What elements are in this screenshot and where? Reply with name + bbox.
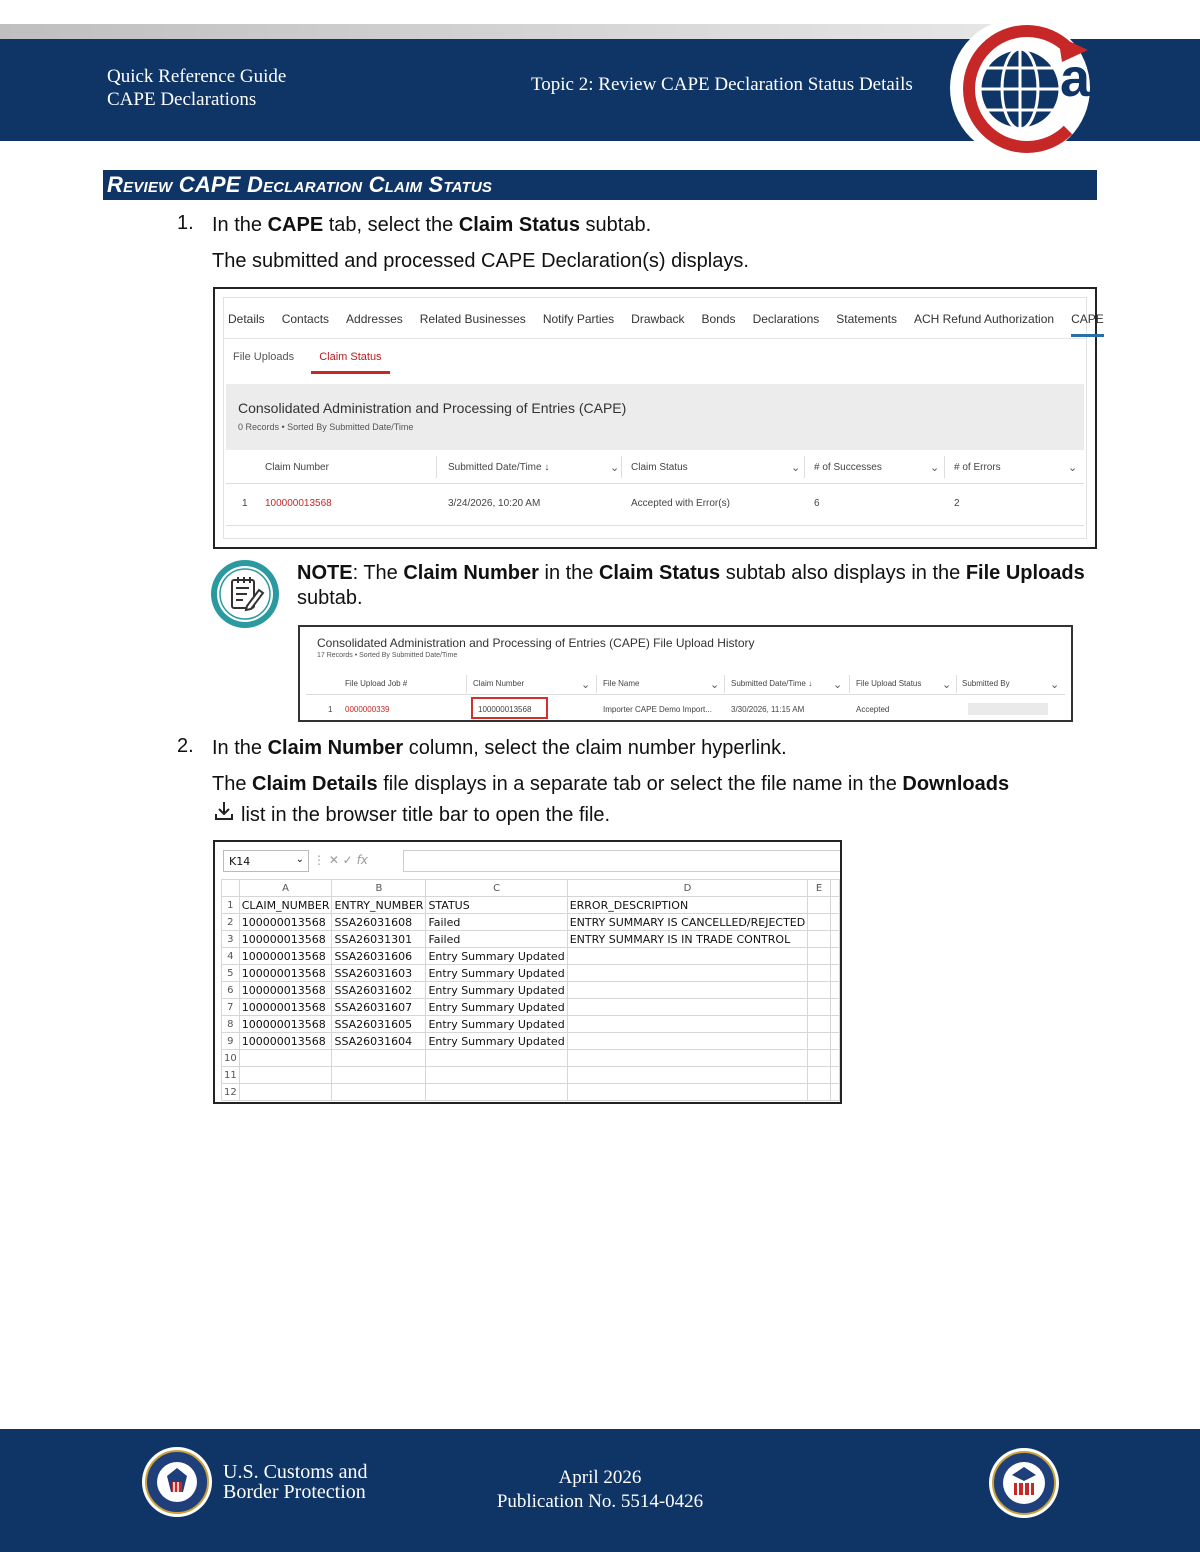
- cell[interactable]: [830, 999, 839, 1016]
- col-errors[interactable]: # of Errors ⌄: [954, 462, 1078, 474]
- claim-number-cell[interactable]: 100000013568: [478, 705, 532, 714]
- cell[interactable]: [567, 948, 808, 965]
- cell[interactable]: [239, 1067, 332, 1084]
- cell[interactable]: [426, 1067, 567, 1084]
- column-divider: [956, 675, 957, 693]
- column-header-d[interactable]: D: [567, 880, 808, 897]
- tabs-divider: [224, 338, 1086, 339]
- publication-date: April 2026: [558, 1467, 642, 1488]
- table-row: [222, 982, 840, 999]
- table-row: [222, 1084, 840, 1101]
- cape-subtabs: [233, 351, 404, 363]
- claim-status-screenshot: [213, 287, 1104, 549]
- cell[interactable]: [808, 1016, 831, 1033]
- step-1-text: In the CAPE tab, select the Claim Status subtab.: [212, 214, 652, 236]
- subtab-file-uploads[interactable]: File Uploads: [233, 351, 295, 363]
- row-header[interactable]: 8: [222, 1016, 240, 1033]
- tab-statements[interactable]: Statements: [836, 312, 897, 326]
- tab-addresses[interactable]: Addresses: [346, 312, 403, 326]
- cell[interactable]: [567, 999, 808, 1016]
- cell[interactable]: [239, 1084, 332, 1101]
- cell[interactable]: Entry Summary Updated: [426, 948, 567, 965]
- tab-bonds[interactable]: Bonds: [701, 312, 736, 326]
- cell[interactable]: SSA26031606: [332, 948, 426, 965]
- cell[interactable]: 100000013568: [239, 1033, 332, 1050]
- column-header-b[interactable]: B: [332, 880, 426, 897]
- cell[interactable]: [830, 1050, 839, 1067]
- tab-notify-parties[interactable]: Notify Parties: [542, 312, 615, 326]
- chevron-down-icon[interactable]: ⌄: [610, 462, 620, 474]
- cell[interactable]: 100000013568: [239, 999, 332, 1016]
- column-divider: [849, 675, 850, 693]
- step-2-number: 2.: [177, 735, 194, 757]
- cell[interactable]: Entry Summary Updated: [426, 965, 567, 982]
- cell[interactable]: [567, 1050, 808, 1067]
- col-claim-number[interactable]: Claim Number ⌄: [473, 679, 591, 691]
- cell[interactable]: ERROR_DESCRIPTION: [567, 897, 808, 914]
- trade-seal-icon: [988, 1447, 1060, 1519]
- col-file-name[interactable]: File Name ⌄: [603, 679, 720, 691]
- formula-input[interactable]: [403, 850, 840, 872]
- publication-number: Publication No. 5514-0426: [496, 1491, 704, 1512]
- row-header[interactable]: 12: [222, 1084, 240, 1101]
- cell[interactable]: 100000013568: [239, 1016, 332, 1033]
- cell[interactable]: Entry Summary Updated: [426, 982, 567, 999]
- formula-bar: [223, 850, 840, 874]
- file-name-cell[interactable]: Importer CAPE Demo Import...: [603, 705, 712, 714]
- submitted-date-cell: 3/24/2026, 10:20 AM: [448, 498, 541, 509]
- agency-line-2: Border Protection: [223, 1481, 366, 1503]
- name-box[interactable]: K14 ⌄: [223, 850, 309, 872]
- column-header-a[interactable]: A: [239, 880, 332, 897]
- row-header[interactable]: 2: [222, 914, 240, 931]
- chevron-down-icon[interactable]: ⌄: [833, 679, 843, 691]
- cell[interactable]: Entry Summary Updated: [426, 1033, 567, 1050]
- chevron-down-icon[interactable]: ⌄: [581, 679, 591, 691]
- file-upload-job-link[interactable]: 0000000339: [345, 705, 390, 714]
- cell[interactable]: [567, 1067, 808, 1084]
- chevron-down-icon[interactable]: ⌄: [295, 854, 304, 865]
- ace-logo: [950, 18, 1190, 158]
- cell[interactable]: [830, 914, 839, 931]
- cell[interactable]: [830, 965, 839, 982]
- header-accent-strip: [0, 24, 1000, 39]
- table-row: [222, 948, 840, 965]
- cell[interactable]: 100000013568: [239, 914, 332, 931]
- col-claim-number[interactable]: Claim Number: [265, 462, 329, 473]
- tab-contacts[interactable]: Contacts: [281, 312, 330, 326]
- cell[interactable]: [332, 1067, 426, 1084]
- redacted-submitted-by: [968, 703, 1048, 715]
- table-row: [306, 697, 1065, 719]
- cell[interactable]: [808, 1050, 831, 1067]
- cell[interactable]: [567, 1016, 808, 1033]
- chevron-down-icon[interactable]: ⌄: [710, 679, 720, 691]
- cell[interactable]: [426, 1050, 567, 1067]
- row-header[interactable]: 1: [222, 897, 240, 914]
- col-file-upload-status[interactable]: File Upload Status ⌄: [856, 679, 952, 691]
- cell[interactable]: STATUS: [426, 897, 567, 914]
- table-row: [222, 999, 840, 1016]
- tab-declarations[interactable]: Declarations: [752, 312, 820, 326]
- table-row: [222, 1016, 840, 1033]
- step-2-text: In the Claim Number column, select the claim number hyperlink.: [212, 737, 787, 759]
- row-header[interactable]: 3: [222, 931, 240, 948]
- table-row: [222, 914, 840, 931]
- tab-cape[interactable]: CAPE: [1071, 312, 1104, 337]
- col-successes[interactable]: # of Successes ⌄: [814, 462, 940, 474]
- column-header-row: [222, 880, 840, 897]
- column-header-f: [830, 880, 839, 897]
- upload-table-header: [306, 671, 1065, 695]
- cell[interactable]: [830, 931, 839, 948]
- note-text: NOTE: The Claim Number in the Claim Status subtab also displays in the File Uploads subtab.: [297, 562, 1085, 609]
- tab-drawback[interactable]: Drawback: [631, 312, 685, 326]
- column-divider: [804, 456, 805, 478]
- guide-line-2: CAPE Declarations: [107, 89, 257, 110]
- tab-details[interactable]: Details: [228, 312, 265, 326]
- cell[interactable]: CLAIM_NUMBER: [239, 897, 332, 914]
- panel-title: Consolidated Administration and Processing of Entries (CAPE): [238, 400, 627, 416]
- step-2-result-tail: list in the browser title bar to open the file.: [241, 804, 611, 826]
- table-header: [226, 450, 1084, 484]
- upload-status-cell: Accepted: [856, 705, 890, 714]
- account-tabs: [228, 312, 1121, 337]
- cell[interactable]: SSA26031607: [332, 999, 426, 1016]
- note-icon: [209, 558, 281, 630]
- column-divider: [724, 675, 725, 693]
- guide-title: [107, 65, 286, 111]
- cell[interactable]: [830, 982, 839, 999]
- cell[interactable]: ENTRY SUMMARY IS IN TRADE CONTROL: [567, 931, 808, 948]
- table-row: [222, 897, 840, 914]
- step-1-result: The submitted and processed CAPE Declaration(s) displays.: [212, 250, 749, 272]
- column-divider: [621, 456, 622, 478]
- column-divider: [436, 456, 437, 478]
- row-header[interactable]: 11: [222, 1067, 240, 1084]
- cell[interactable]: [808, 982, 831, 999]
- file-upload-history-screenshot: [298, 625, 1073, 722]
- claim-details-spreadsheet: [213, 840, 842, 1104]
- column-header-e[interactable]: E: [808, 880, 831, 897]
- cbp-seal-icon: [141, 1446, 213, 1518]
- cell[interactable]: SSA26031605: [332, 1016, 426, 1033]
- panel-subtitle: 0 Records • Sorted By Submitted Date/Time: [238, 422, 414, 432]
- cell[interactable]: Failed: [426, 914, 567, 931]
- topic-title: Topic 2: Review CAPE Declaration Status Details: [531, 74, 913, 95]
- errors-cell: 2: [954, 498, 960, 509]
- cell[interactable]: 100000013568: [239, 982, 332, 999]
- fx-icon[interactable]: ⋮ ✕ ✓ fx: [313, 853, 368, 867]
- cell[interactable]: [830, 1084, 839, 1101]
- cell[interactable]: [332, 1084, 426, 1101]
- row-index: 1: [328, 705, 333, 714]
- agency-name: [223, 1462, 367, 1502]
- cell[interactable]: [808, 897, 831, 914]
- row-header[interactable]: 9: [222, 1033, 240, 1050]
- cell[interactable]: 100000013568: [239, 931, 332, 948]
- cell[interactable]: ENTRY SUMMARY IS CANCELLED/REJECTED: [567, 914, 808, 931]
- row-header[interactable]: 4: [222, 948, 240, 965]
- column-divider: [596, 675, 597, 693]
- table-row: [226, 484, 1084, 526]
- cell[interactable]: [808, 914, 831, 931]
- cell[interactable]: [830, 1033, 839, 1050]
- step-1-number: 1.: [177, 212, 194, 234]
- cell[interactable]: [567, 982, 808, 999]
- cell[interactable]: [567, 1033, 808, 1050]
- table-row: [222, 1033, 840, 1050]
- chevron-down-icon[interactable]: ⌄: [1050, 679, 1060, 691]
- row-index: 1: [242, 498, 248, 509]
- agency-line-1: U.S. Customs and: [223, 1461, 368, 1483]
- cell[interactable]: [239, 1050, 332, 1067]
- cell[interactable]: Entry Summary Updated: [426, 1016, 567, 1033]
- column-divider: [944, 456, 945, 478]
- cell[interactable]: SSA26031604: [332, 1033, 426, 1050]
- table-row: [222, 1067, 840, 1084]
- col-submitted-date[interactable]: Submitted Date/Time ↓ ⌄: [731, 679, 843, 691]
- tab-ach-refund-authorization[interactable]: ACH Refund Authorization: [913, 312, 1055, 326]
- cell[interactable]: [426, 1084, 567, 1101]
- ace-logo-text: ace: [1060, 48, 1151, 108]
- cell[interactable]: 100000013568: [239, 948, 332, 965]
- claim-number-link[interactable]: 100000013568: [265, 498, 332, 509]
- step-2-result: The Claim Details file displays in a separate tab or select the file name in the Downloads: [212, 773, 1010, 795]
- chevron-down-icon[interactable]: ⌄: [942, 679, 952, 691]
- page-footer: [0, 1429, 1200, 1552]
- chevron-down-icon[interactable]: ⌄: [1068, 462, 1078, 474]
- table-row: [222, 931, 840, 948]
- cell[interactable]: [808, 1067, 831, 1084]
- row-header[interactable]: 10: [222, 1050, 240, 1067]
- cell[interactable]: [830, 948, 839, 965]
- chevron-down-icon[interactable]: ⌄: [791, 462, 801, 474]
- cell[interactable]: [808, 999, 831, 1016]
- row-header[interactable]: 5: [222, 965, 240, 982]
- cell[interactable]: [567, 965, 808, 982]
- cell[interactable]: [830, 1067, 839, 1084]
- cell[interactable]: Entry Summary Updated: [426, 999, 567, 1016]
- cell[interactable]: [830, 897, 839, 914]
- cell[interactable]: SSA26031603: [332, 965, 426, 982]
- spreadsheet-grid: [221, 879, 840, 1101]
- col-submitted-date[interactable]: Submitted Date/Time ↓ ⌄: [448, 462, 620, 474]
- column-divider: [466, 675, 467, 693]
- cell[interactable]: [808, 1033, 831, 1050]
- claim-status-cell: Accepted with Error(s): [631, 498, 730, 509]
- column-header-c[interactable]: C: [426, 880, 567, 897]
- row-header[interactable]: 7: [222, 999, 240, 1016]
- subtab-claim-status[interactable]: Claim Status: [311, 351, 389, 374]
- cell[interactable]: [830, 1016, 839, 1033]
- table-row: [222, 965, 840, 982]
- cell[interactable]: SSA26031602: [332, 982, 426, 999]
- col-claim-status[interactable]: Claim Status ⌄: [631, 462, 801, 474]
- table-row: [222, 1050, 840, 1067]
- cell[interactable]: ENTRY_NUMBER: [332, 897, 426, 914]
- download-icon: [213, 800, 235, 822]
- cell[interactable]: SSA26031301: [332, 931, 426, 948]
- cell[interactable]: [808, 1084, 831, 1101]
- chevron-down-icon[interactable]: ⌄: [930, 462, 940, 474]
- cell[interactable]: [332, 1050, 426, 1067]
- cell[interactable]: [567, 1084, 808, 1101]
- cell[interactable]: SSA26031608: [332, 914, 426, 931]
- submitted-date-cell: 3/30/2026, 11:15 AM: [731, 705, 805, 714]
- row-header[interactable]: 6: [222, 982, 240, 999]
- guide-line-1: Quick Reference Guide: [107, 66, 287, 87]
- cell[interactable]: [808, 965, 831, 982]
- successes-cell: 6: [814, 498, 820, 509]
- cell[interactable]: 100000013568: [239, 965, 332, 982]
- upload-history-subtitle: 17 Records • Sorted By Submitted Date/Time: [317, 652, 458, 659]
- cell[interactable]: Failed: [426, 931, 567, 948]
- col-submitted-by[interactable]: Submitted By ⌄: [962, 679, 1060, 691]
- cape-panel-header: [226, 384, 1084, 450]
- upload-history-title: Consolidated Administration and Processing of Entries (CAPE) File Upload History: [317, 636, 755, 650]
- col-file-upload-job[interactable]: File Upload Job #: [345, 679, 408, 688]
- corner-cell: [222, 880, 240, 897]
- publication-info: [440, 1466, 760, 1514]
- tab-related-businesses[interactable]: Related Businesses: [419, 312, 526, 326]
- cell[interactable]: [808, 931, 831, 948]
- cell[interactable]: [808, 948, 831, 965]
- section-title: Review CAPE Declaration Claim Status: [103, 170, 1097, 200]
